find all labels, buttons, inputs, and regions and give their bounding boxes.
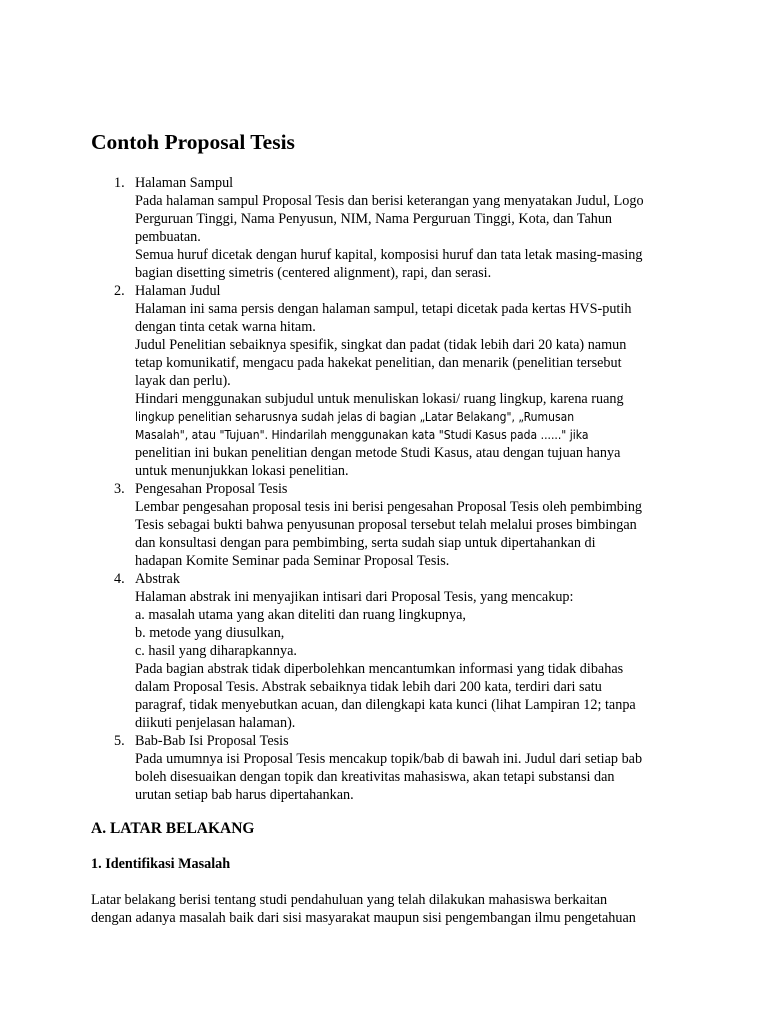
- text-line: dengan tinta cetak warna hitam.: [135, 319, 316, 335]
- text-line: dengan adanya masalah baik dari sisi masyarakat maupun sisi pengembangan ilmu pengetahuan: [91, 910, 636, 926]
- list-item-heading: Pengesahan Proposal Tesis: [135, 481, 288, 497]
- text-line: lingkup penelitian seharusnya sudah jelas di bagian „Latar Belakang", „Rumusan: [135, 409, 575, 424]
- text-line: penelitian ini bukan penelitian dengan metode Studi Kasus, atau dengan tujuan hanya: [135, 445, 621, 461]
- body-paragraph: [91, 891, 711, 927]
- text-line: Halaman ini sama persis dengan halaman sampul, tetapi dicetak pada kertas HVS-putih: [135, 301, 632, 317]
- text-line: Lembar pengesahan proposal tesis ini berisi pengesahan Proposal Tesis oleh pembimbing: [135, 499, 643, 515]
- list-item-heading: Bab-Bab Isi Proposal Tesis: [135, 733, 289, 749]
- text-line: bagian disetting simetris (centered alignment), rapi, dan serasi.: [135, 265, 492, 281]
- subsection-heading: 1. Identifikasi Masalah: [91, 856, 231, 872]
- text-line: Perguruan Tinggi, Nama Penyusun, NIM, Nama Perguruan Tinggi, Kota, dan Tahun: [135, 211, 613, 227]
- text-line: Pada halaman sampul Proposal Tesis dan berisi keterangan yang menyatakan Judul, Logo: [135, 193, 644, 209]
- text-line: diikuti penjelasan halaman).: [135, 715, 296, 731]
- text-line: dalam Proposal Tesis. Abstrak sebaiknya tidak lebih dari 200 kata, terdiri dari satu: [135, 679, 602, 695]
- text-line: Halaman abstrak ini menyajikan intisari dari Proposal Tesis, yang mencakup:: [135, 589, 574, 605]
- text-line: layak dan perlu).: [135, 373, 231, 389]
- text-line: dan konsultasi dengan para pembimbing, serta sudah siap untuk dipertahankan di: [135, 535, 596, 551]
- list-item: [92, 570, 692, 732]
- list-item: [92, 480, 692, 570]
- list-item: [92, 174, 692, 282]
- text-line: untuk menunjukkan lokasi penelitian.: [135, 463, 349, 479]
- text-line: boleh disesuaikan dengan topik dan kreativitas mahasiswa, akan tetapi substansi dan: [135, 769, 615, 785]
- text-line: pembuatan.: [135, 229, 201, 245]
- text-line: Latar belakang berisi tentang studi pendahuluan yang telah dilakukan mahasiswa berkaitan: [91, 892, 608, 908]
- text-line: Pada bagian abstrak tidak diperbolehkan mencantumkan informasi yang tidak dibahas: [135, 661, 624, 677]
- text-line: urutan setiap bab harus dipertahankan.: [135, 787, 354, 803]
- list-item-heading: Halaman Sampul: [135, 175, 234, 191]
- list-item-number: 3.: [114, 481, 125, 497]
- list-item-heading: Abstrak: [135, 571, 180, 587]
- text-line: hadapan Komite Seminar pada Seminar Proposal Tesis.: [135, 553, 450, 569]
- text-line: Hindari menggunakan subjudul untuk menuliskan lokasi/ ruang lingkup, karena ruang: [135, 391, 624, 407]
- list-item: [92, 282, 692, 480]
- text-line: Masalah", atau "Tujuan". Hindarilah menggunakan kata "Studi Kasus pada ......" jika: [135, 427, 589, 442]
- text-line: a. masalah utama yang akan diteliti dan ruang lingkupnya,: [135, 607, 466, 623]
- text-line: Semua huruf dicetak dengan huruf kapital, komposisi huruf dan tata letak masing-masing: [135, 247, 643, 263]
- text-line: Judul Penelitian sebaiknya spesifik, singkat dan padat (tidak lebih dari 20 kata) namun: [135, 337, 627, 353]
- text-line: Tesis sebagai bukti bahwa penyusunan proposal tersebut telah melalui proses bimbingan: [135, 517, 637, 533]
- text-line: paragraf, tidak menyebutkan acuan, dan dilengkapi kata kunci (lihat Lampiran 12; tanpa: [135, 697, 636, 713]
- list-item: [92, 732, 692, 804]
- list-item-number: 1.: [114, 175, 125, 191]
- section-heading: A. LATAR BELAKANG: [91, 820, 255, 837]
- list-item-heading: Halaman Judul: [135, 283, 221, 299]
- text-line: tetap komunikatif, mengacu pada hakekat penelitian, dan menarik (penelitian tersebut: [135, 355, 622, 371]
- list-item-number: 5.: [114, 733, 125, 749]
- document-title: Contoh Proposal Tesis: [91, 130, 295, 154]
- list-item-number: 4.: [114, 571, 125, 587]
- text-line: Pada umumnya isi Proposal Tesis mencakup topik/bab di bawah ini. Judul dari setiap bab: [135, 751, 643, 767]
- list-item-number: 2.: [114, 283, 125, 299]
- proposal-outline-list: [92, 174, 692, 804]
- text-line: c. hasil yang diharapkannya.: [135, 643, 297, 659]
- text-line: b. metode yang diusulkan,: [135, 625, 285, 641]
